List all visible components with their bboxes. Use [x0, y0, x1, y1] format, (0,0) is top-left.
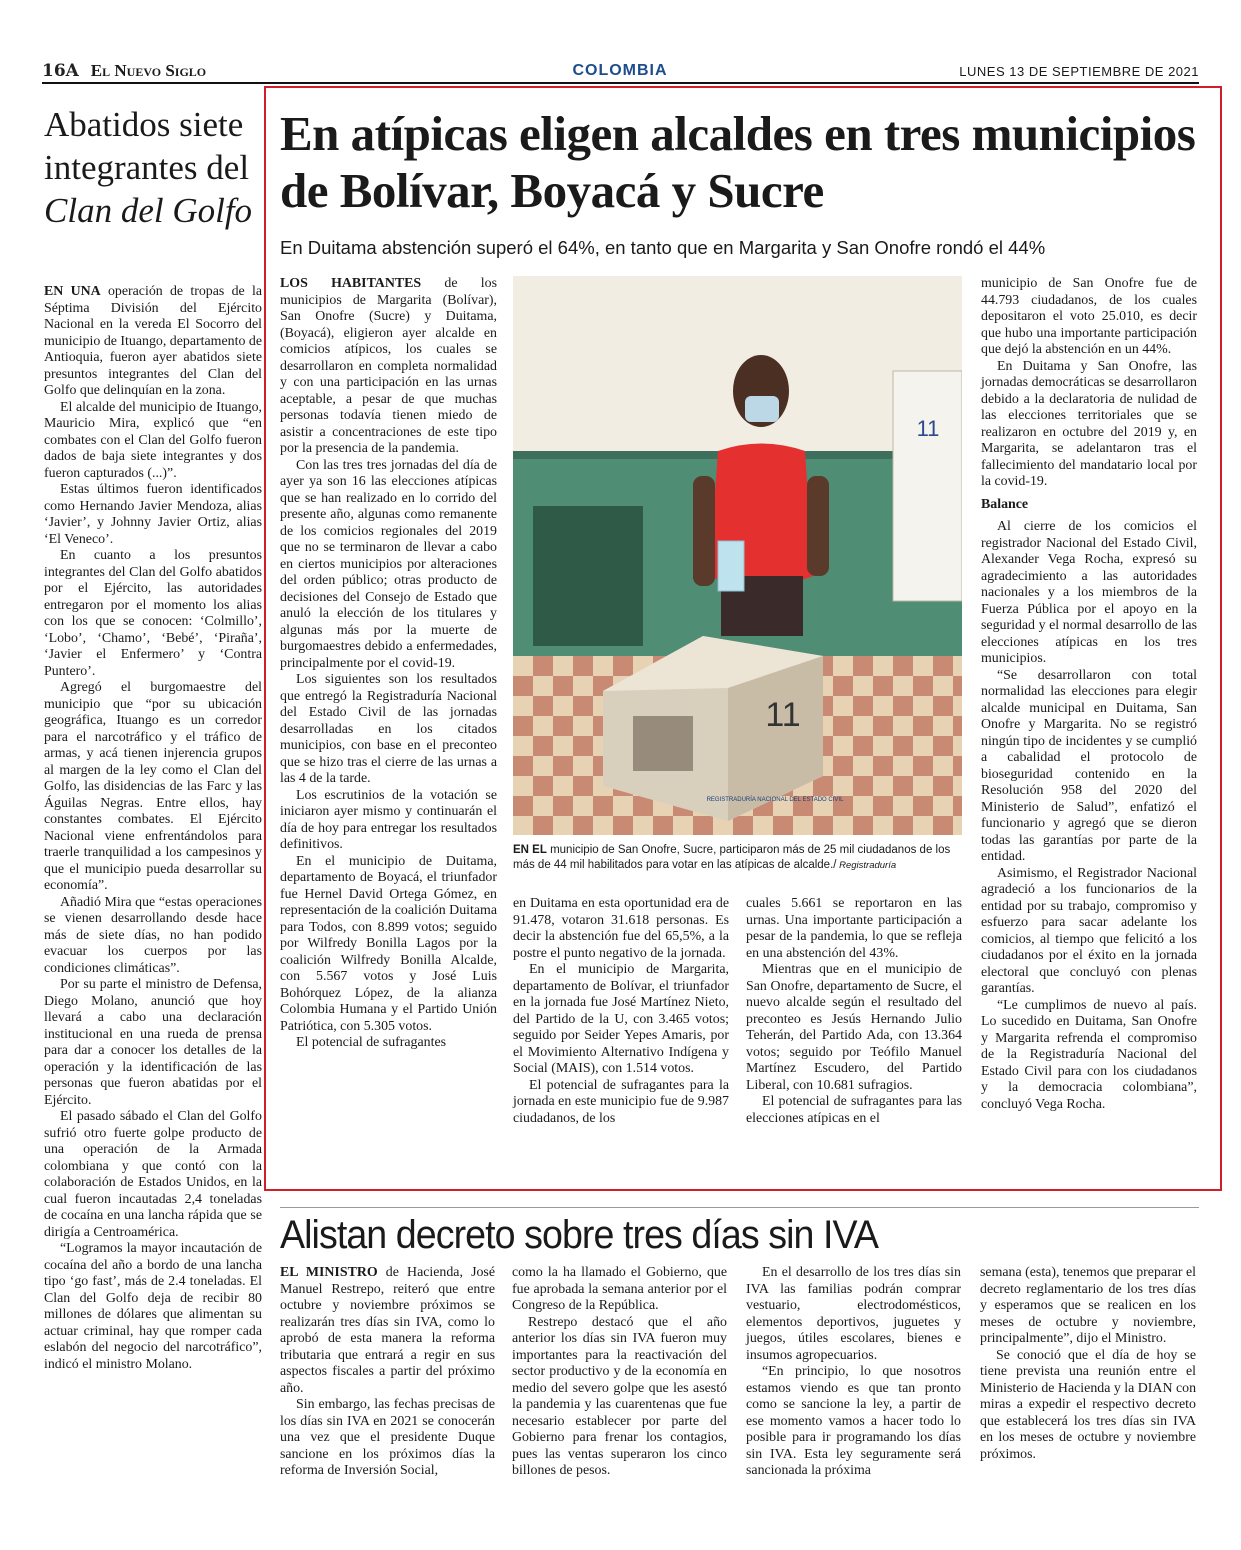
header-rule — [42, 82, 1199, 84]
sidebar-paragraph: Por su parte el ministro de Defensa, Diego Molano, anunció que hoy llevará a cabo una declaración institucional en una rueda de prensa para dar a conocer los detalles de la operación y la identificación de las personas que fueron abatidas por el Ejército. — [44, 977, 262, 1108]
bottom-lead: EL MINISTRO — [280, 1265, 378, 1280]
sidebar-article-body — [44, 284, 262, 1373]
main-paragraph: El potencial de sufragantes — [296, 1035, 447, 1050]
issue-date: LUNES 13 DE SEPTIEMBRE DE 2021 — [959, 64, 1199, 79]
voting-photo — [513, 276, 962, 835]
bottom-column-4 — [980, 1265, 1196, 1463]
main-paragraph: “Le cumplimos de nuevo al país. Lo sucedido en Duitama, San Onofre y Margarita refrenda el compromiso de la Registraduría Nacional del Estado Civil para con los ciudadanos y la democracia colombiana”, concluyó Vega Rocha. — [981, 997, 1197, 1112]
bottom-paragraph: Se conoció que el día de hoy se tiene prevista una reunión entre el Ministerio de Hacienda y la DIAN con miras a expedir el respectivo decreto que establecerá los tres días sin IVA en los meses de octubre y noviembre próximos. — [980, 1347, 1197, 1462]
bottom-paragraph: como la ha llamado el Gobierno, que fue aprobada la semana anterior por el Congreso de la República. — [512, 1265, 727, 1313]
bottom-paragraph: semana (esta), tenemos que preparar el decreto reglamentario de los tres días y esperamos que se realicen en los meses de octubre y noviembre, principalmente”, dijo el Ministro. — [980, 1265, 1196, 1346]
section-name: COLOMBIA — [572, 62, 668, 79]
sidebar-paragraph: “Logramos la mayor incautación de cocaína del año a bordo de una lancha tipo ‘go fast’, más de 2.4 toneladas. El Clan del Golfo deja de recibir 80 millones de dólares que alimentan su actuar criminal, hay que romper cada eslabón del negocio del narcotráfico”, indicó el ministro Molano. — [44, 1241, 262, 1372]
sidebar-paragraph: El alcalde del municipio de Ituango, Mauricio Mira, explicó que “en combates con el Clan del Golfo fueron dados de baja siete integrantes y dos fueron capturados (...)”. — [44, 399, 262, 481]
sidebar-paragraph: El pasado sábado el Clan del Golfo sufrió otro fuerte golpe producto de una operación de la Armada colombiana y que contó con la colaboración de Estados Unidos, en la cual fueron incautadas 2,4 toneladas de cocaína en una lancha rápida que se dirigía a Centroamérica. — [44, 1109, 262, 1240]
bottom-paragraph: En el desarrollo de los tres días sin IVA las familias podrán comprar vestuario, electrodomésticos, elementos deportivos, juguetes y juegos, útiles escolares, bienes e insumos agropecuarios. — [746, 1265, 961, 1363]
caption-credit: Registraduría — [836, 860, 897, 871]
main-paragraph: En Duitama y San Onofre, las jornadas democráticas se desarrollaron debido a la declaratoria de nulidad de las elecciones territoriales que se realizaron en octubre del 2019 y, en Margarita, se adelantaron tras el fallecimiento del mandatario local por la covid-19. — [981, 358, 1197, 489]
main-paragraph: Los escrutinios de la votación se iniciaron ayer mismo y continuarán el día de hoy para entregar los resultados definitivos. — [280, 787, 497, 852]
sidebar-headline — [44, 103, 262, 232]
main-column-4 — [981, 276, 1197, 1113]
photo-caption — [513, 843, 962, 873]
newspaper-name: El Nuevo Siglo — [90, 61, 207, 80]
main-paragraph: cuales 5.661 se reportaron en las urnas. Una importante participación a pesar de la pandemia, lo que se refleja en una abstención del 43%. — [746, 896, 962, 961]
sidebar-paragraph: Estas últimos fueron identificados como Hernando Javier Mendoza, alias ‘Javier’, y Johnny Javier Ortiz, alias ‘El Veneco’. — [44, 482, 262, 547]
main-column-1 — [280, 276, 497, 1052]
bottom-paragraph — [280, 1265, 495, 1397]
main-paragraph: Asimismo, el Registrador Nacional agradeció a los funcionarios de la entidad por su trabajo, compromiso y esfuerzo para sacar adelante los comicios, al tiempo que felicitó a los ciudadanos por el éxito en la jornada electoral que concluyó con plenas garantías. — [981, 865, 1197, 996]
main-paragraph: Al cierre de los comicios el registrador Nacional del Estado Civil, Alexander Vega Rocha, expresó su agradecimiento a las autoridades nacionales y a los miembros de la Fuerza Pública por el apoyo en la seguridad y el normal desarrollo de las elecciones atípicas en los tres municipios. — [981, 519, 1197, 666]
main-text: de los municipios de Margarita (Bolívar), San Onofre (Sucre) y Duitama, (Boyacá), eligieron ayer alcalde en comicios atípicos, los cuales se desarrollaron en completa normalidad y con una participación en las urnas aceptable, a pesar de que muchas personas todavía tienen miedo de asistir a concentraciones de este tipo por la presencia de la pandemia. — [280, 276, 497, 456]
bottom-column-3 — [746, 1265, 961, 1480]
box-brand-label: REGISTRADURÍA NACIONAL DEL ESTADO CIVIL — [706, 797, 844, 803]
sidebar-paragraph — [44, 284, 262, 400]
page-number: 16A — [42, 61, 79, 81]
bottom-paragraph: “En principio, lo que nosotros estamos viendo es que tan pronto como se sancione la ley, a partir de ese momento vamos a hacer todo lo posible para ir programando los días sin IVA. Esta ley seguramente será sancionada la próxima — [746, 1364, 961, 1478]
main-paragraph: Mientras que en el municipio de San Onofre, departamento de Sucre, el nuevo alcalde según el resultado del preconteo es Jesús Hernando Julio Teherán, del Partido Ada, con 13.364 votos; seguido por Teófilo Manuel Martínez Escudero, del Partido Liberal, con 10.681 sufragios. — [746, 962, 962, 1093]
main-paragraph: El potencial de sufragantes para la jornada en este municipio fue de 9.987 ciudadanos, de los — [513, 1077, 729, 1126]
page-header-left — [42, 61, 206, 81]
bottom-text: de Hacienda, José Manuel Restrepo, reiteró que entre octubre y noviembre próximos se realizarán tres días sin IVA, como lo aprobó de esta manera la reforma tributaria que entrará a regir en sus aspectos fiscales a partir del próximo año. — [280, 1265, 495, 1396]
bottom-paragraph: Sin embargo, las fechas precisas de los días sin IVA en 2021 se conocerán una vez que el presidente Duque sancione en los próximos días la reforma de Inversión Social, — [280, 1397, 495, 1478]
main-paragraph: El potencial de sufragantes para las elecciones atípicas en el — [746, 1094, 962, 1126]
sidebar-paragraph: Agregó el burgomaestre del municipio que “por su ubicación geográfica, Ituango es un corredor para el narcotráfico y el tráfico de armas, y acá tienen injerencia grupos al margen de la ley como el Clan del Golfo, las disidencias de las Farc y las Águilas Negras. Entre ellos, hay constantes combates. El Ejército Nacional viene enfrentándolos para traerle tranquilidad a los campesinos y que el municipio pueda desarrollar su economía”. — [44, 680, 262, 893]
main-headline: En atípicas eligen alcaldes en tres municipios de Bolívar, Boyacá y Sucre — [280, 106, 1196, 218]
bottom-article-rule — [280, 1207, 1199, 1208]
bottom-column-1 — [280, 1265, 495, 1480]
main-paragraph: Con las tres tres jornadas del día de ayer ya son 16 las elecciones atípicas que se han realizado en lo corrido del presente año, algunas como remanente de los comicios regionales del 2019 que no se terminaron de llevar a cabo en ciertos municipios por alteraciones del orden público; otras producto de decisiones del Consejo de Estado que anuló la elección de los titulares y algunas más por la muerte de burgomaestres debido a enfermedades, principalmente por el covid-19. — [280, 457, 497, 671]
main-column-3 — [746, 896, 962, 1127]
bottom-paragraph: Restrepo destacó que el año anterior los días sin IVA fueron muy importantes para la reactivación del sector productivo y de la economía en medio del severo golpe que les asestó la pandemia y las cuarentenas que fue necesario establecer por parte del Gobierno para frenar los contagios, pues las ventas superaron los cinco billones de pesos. — [512, 1314, 727, 1478]
main-paragraph: municipio de San Onofre fue de 44.793 ciudadanos, de los cuales depositaron el voto 25.010, es decir que hubo una importante participación que dejó la abstención en un 44%. — [981, 276, 1197, 357]
sidebar-headline-italic: Clan del Golfo — [44, 191, 253, 230]
main-paragraph — [280, 276, 497, 458]
bottom-headline: Alistan decreto sobre tres días sin IVA — [280, 1213, 878, 1257]
sidebar-text: operación de tropas de la Séptima División del Ejército Nacional en la vereda El Socorro del municipio de Ituango, departamento de Antioquia, fueron ayer abatidos siete presuntos integrantes del Clan del Golfo que delinquían en la zona. — [44, 284, 262, 398]
sidebar-headline-text: Abatidos siete integrantes del — [44, 105, 250, 187]
bottom-column-2 — [512, 1265, 727, 1480]
box-number-label: 11 — [765, 696, 801, 734]
sidebar-paragraph: Añadió Mira que “estas operaciones se vienen desarrollando desde hace más de siete días, no han podido evacuar los cuerpos por las condiciones climáticas”. — [44, 894, 262, 976]
caption-lead: EN EL — [513, 844, 547, 856]
main-paragraph: En el municipio de Margarita, departamento de Bolívar, el triunfador en la jornada fue José Martínez Nieto, del Partido de la U, con 3.465 votos; seguido por Seider Yepes Amaris, por el Movimiento Alternativo Indígena y Social (MAIS), con 1.514 votos. — [513, 962, 729, 1076]
main-paragraph: “Se desarrollaron con total normalidad las elecciones para elegir alcalde municipal en Duitama, San Onofre y Margarita. No se registró ningún tipo de incidentes y se cumplió a cabalidad el protocolo de bioseguridad contenido en la Resolución 958 del 2020 del Ministerio de Salud”, enfatizó el funcionario y agregó que se dieron todas las garantías por parte de la entidad. — [981, 667, 1197, 864]
main-lead: LOS HABITANTES — [280, 276, 422, 291]
main-paragraph: Los siguientes son los resultados que entregó la Registraduría Nacional del Estado Civil de las jornadas desarrolladas en los citados municipios, con base en el preconteo que se hizo tras el cierre de las urnas a las 4 de la tarde. — [280, 672, 497, 786]
sidebar-paragraph: En cuanto a los presuntos integrantes del Clan del Golfo abatidos por el Ejército, las autoridades entregaron por el momento los alias con los que se conocen: ‘Colmillo’, ‘Lobo’, ‘Chamo’, ‘Bebé’, ‘Piraña’, ‘Javier el Enfermero’ y ‘Contra Puntero’. — [44, 548, 262, 679]
main-column-2 — [513, 896, 729, 1127]
sidebar-lead: EN UNA — [44, 284, 101, 299]
caption-text: municipio de San Onofre, Sucre, participaron más de 25 mil ciudadanos de los más de 44 mil habilitados para votar en las atípicas de alcalde./ — [513, 844, 951, 871]
main-paragraph: En el municipio de Duitama, departamento de Boyacá, el triunfador fue Hernel David Ortega Gómez, en representación de la coalición Duitama para Todos, con 8.899 votos; seguido por Wilfredy Bonilla Lagos por la coalición Wilfredy Bonilla Alcalde, con 5.567 votos y José Luis Bohórquez López, de la alianza Colombia Humana y el Partido Unión Patriótica, con 5.305 votos. — [280, 853, 497, 1034]
wall-number-label: 11 — [916, 416, 940, 441]
main-paragraph: en Duitama en esta oportunidad era de 91.478, votaron 31.618 personas. Es decir la abstención fue del 65,5%, a la postre el punto negativo de la jornada. — [513, 896, 729, 961]
section-subhead: Balance — [981, 496, 1029, 512]
main-subheadline: En Duitama abstención superó el 64%, en tanto que en Margarita y San Onofre rondó el 44% — [280, 237, 1046, 258]
